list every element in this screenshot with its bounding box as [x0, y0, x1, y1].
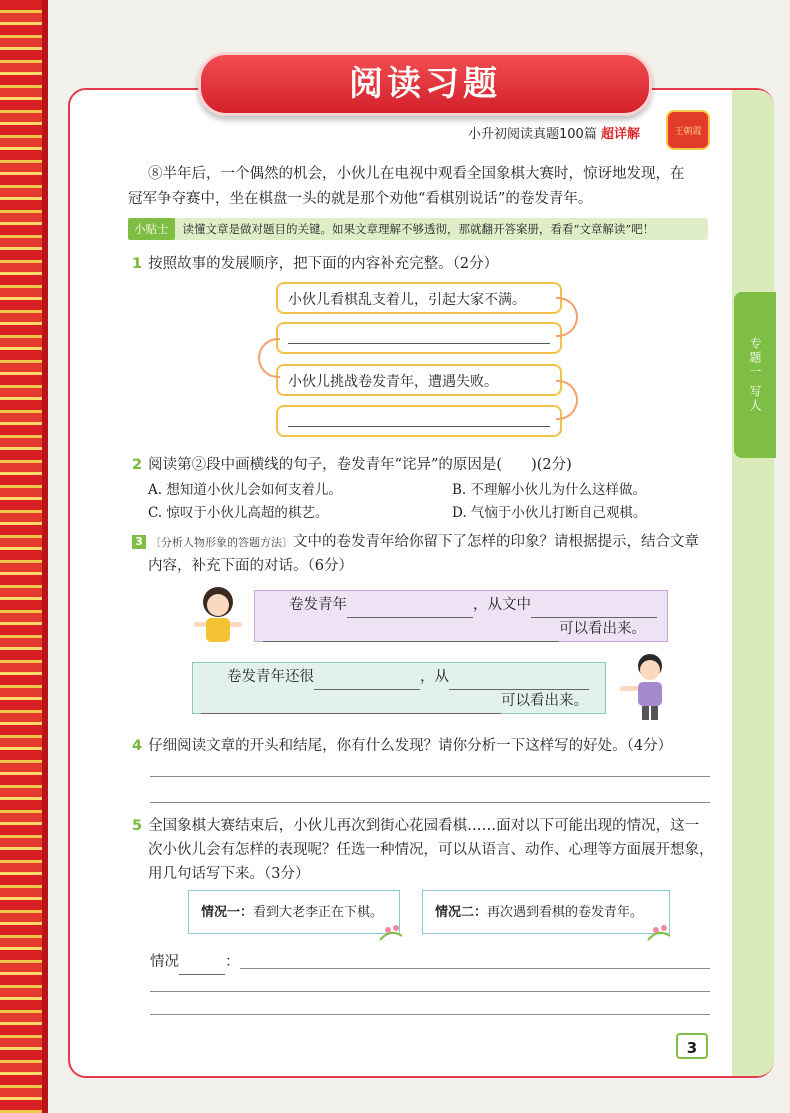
question-2-text: 阅读第②段中画横线的句子，卷发青年“诧异”的原因是( )(2分) [148, 457, 572, 473]
bubble-2-mid: ，从 [420, 669, 449, 685]
question-3-text-2: 内容，补充下面的对话。（6分） [148, 558, 353, 574]
series-highlight: 超详解 [600, 127, 640, 142]
side-tab-topic[interactable]: 专题一 写人 [734, 292, 776, 458]
option-c[interactable]: C. 惊叹于小伙儿高超的棋艺。 [148, 505, 329, 521]
answer-label: 情况 [150, 954, 179, 970]
side-strip [732, 90, 774, 1076]
girl-illustration [190, 582, 246, 648]
page-number: 3 [676, 1033, 708, 1059]
case-1-text: 看到大老李正在下棋。 [253, 905, 384, 920]
question-4 [132, 734, 672, 758]
bubble-1-blank-3[interactable] [263, 617, 559, 642]
bubble-2-blank-1[interactable] [314, 665, 420, 690]
series-title [468, 123, 640, 142]
answer-line-q4-1[interactable] [150, 776, 710, 777]
case-card-2[interactable] [422, 890, 670, 934]
sequence-box-1: 小伙儿看棋乱支着儿，引起大家不满。 [276, 282, 562, 314]
question-4-text: 仔细阅读文章的开头和结尾，你有什么发现？请你分析一下这样写的好处。（4分） [148, 738, 673, 754]
decorative-ribbon [0, 0, 48, 1113]
case-card-1[interactable] [188, 890, 400, 934]
question-5-line-3: 用几句话写下来。（3分） [148, 866, 310, 882]
publisher-logo: 王朝霞 [666, 110, 710, 150]
option-d[interactable]: D. 气恼于小伙儿打断自己观棋。 [452, 505, 647, 521]
answer-line-q5-1[interactable] [240, 968, 710, 969]
flower-icon [378, 922, 404, 942]
dialogue-bubble-2 [192, 662, 606, 714]
case-2-text: 再次遇到看棋的卷发青年。 [487, 905, 644, 920]
tip-text: 读懂文章是做对题目的关键。如果文章理解不够透彻，那就翻开答案册，看看“文章解读”吧！ [182, 222, 655, 236]
dialogue-bubble-1 [254, 590, 668, 642]
question-1 [132, 252, 498, 276]
tip-bar [128, 218, 708, 240]
bubble-2-blank-3[interactable] [201, 689, 501, 714]
question-3-text-1: 文中的卷发青年给你留下了怎样的印象？请根据提示，结合文章 [293, 534, 699, 550]
question-1-text: 按照故事的发展顺序，把下面的内容补充完整。（2分） [148, 256, 499, 272]
answer-colon: ： [225, 954, 240, 970]
bubble-2-suffix: 可以看出来。 [501, 693, 588, 709]
answer-prefix [150, 950, 240, 975]
sequence-box-4[interactable] [276, 405, 562, 437]
option-b[interactable]: B. 不理解小伙儿为什么这样做。 [452, 482, 647, 498]
option-a[interactable]: A. 想知道小伙儿会如何支着儿。 [148, 482, 342, 498]
question-3 [132, 530, 699, 555]
question-3-number: 3 [132, 535, 146, 549]
question-5-text-1: 全国象棋大赛结束后，小伙儿再次到街心花园看棋……面对以下可能出现的情况，这一 [148, 818, 700, 834]
question-5-line-2: 次小伙儿会有怎样的表现呢？任选一种情况，可以从语言、动作、心理等方面展开想象， [148, 842, 714, 858]
series-name: 小升初阅读真题100篇 [468, 127, 597, 142]
paragraph-8-line-2: 冠军争夺赛中，坐在棋盘一头的就是那个劝他“看棋别说话”的卷发青年。 [128, 191, 593, 207]
page-title: 阅读习题 [198, 52, 652, 116]
boy-illustration [618, 652, 670, 722]
sequence-box-3: 小伙儿挑战卷发青年，遭遇失败。 [276, 364, 562, 396]
bubble-1-prefix: 卷发青年 [289, 597, 347, 613]
case-1-label: 情况一： [201, 905, 254, 920]
question-5-number: 5 [132, 818, 143, 834]
bubble-2-prefix: 卷发青年还很 [227, 669, 314, 685]
sequence-box-2[interactable] [276, 322, 562, 354]
answer-line-q4-2[interactable] [150, 802, 710, 803]
bubble-1-suffix: 可以看出来。 [559, 621, 646, 637]
question-3-method: 〔分析人物形象的答题方法〕 [150, 536, 293, 549]
question-5-line-1 [132, 814, 699, 838]
bubble-2-blank-2[interactable] [449, 665, 589, 690]
case-choice-blank[interactable] [179, 950, 225, 975]
answer-line-q5-3[interactable] [150, 1014, 710, 1015]
paragraph-8-line-1: ⑧半年后，一个偶然的机会，小伙儿在电视中观看全国象棋大赛时，惊讶地发现，在 [148, 166, 685, 182]
question-4-number: 4 [132, 738, 143, 754]
question-1-number: 1 [132, 256, 143, 272]
case-2-label: 情况二： [435, 905, 488, 920]
bubble-1-mid: ，从文中 [473, 597, 531, 613]
bubble-1-blank-2[interactable] [531, 593, 657, 618]
bubble-1-blank-1[interactable] [347, 593, 473, 618]
question-2-number: 2 [132, 457, 143, 473]
flower-icon [646, 922, 672, 942]
tip-tag: 小贴士 [128, 218, 175, 240]
answer-line-q5-2[interactable] [150, 991, 710, 992]
question-2 [132, 453, 572, 477]
